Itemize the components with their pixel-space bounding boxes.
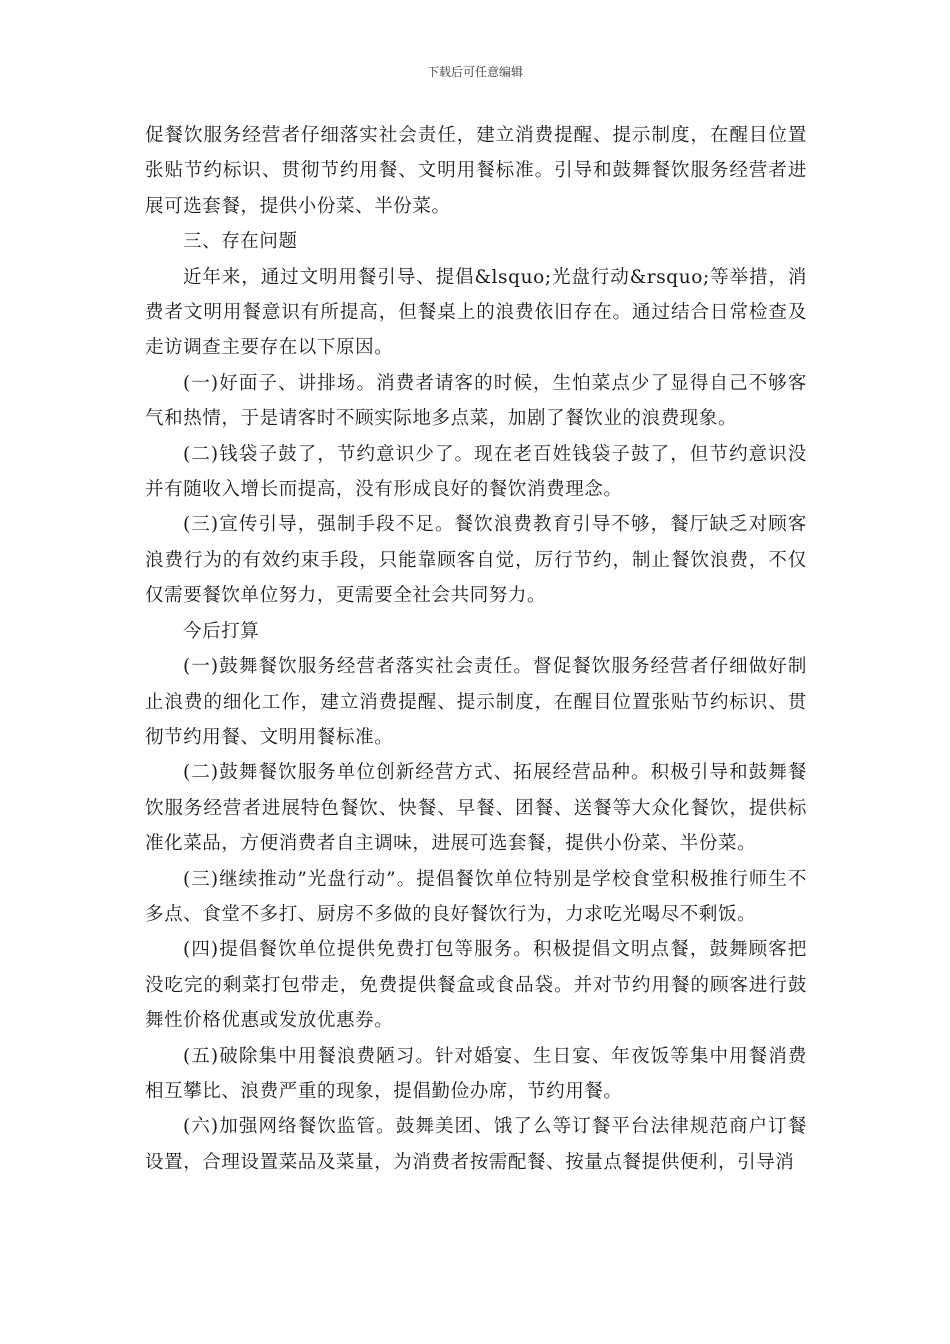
paragraph-plan-2: (二)鼓舞餐饮服务单位创新经营方式、拓展经营品种。积极引导和鼓舞餐饮服务经营者进展特色餐饮、快餐、早餐、团餐、送餐等大众化餐饮，提供标准化菜品，方便消费者自主调味，进展可选套餐，提供小份菜、半份菜。 bbox=[145, 762, 807, 855]
paragraph-intro: 近年来，通过文明用餐引导、提倡&lsquo;光盘行动&rsquo;等举措，消费者文明用餐意识有所提高，但餐桌上的浪费依旧存在。通过结合日常检查及走访调查主要存在以下原因。 bbox=[145, 266, 807, 359]
document-body bbox=[145, 118, 807, 1180]
paragraph-problem-3: (三)宣传引导，强制手段不足。餐饮浪费教育引导不够，餐厅缺乏对顾客浪费行为的有效约束手段，只能靠顾客自觉，厉行节约，制止餐饮浪费，不仅仅需要餐饮单位努力，更需要全社会共同努力。 bbox=[145, 514, 807, 607]
paragraph-continuation: 促餐饮服务经营者仔细落实社会责任，建立消费提醒、提示制度，在醒目位置张贴节约标识、贯彻节约用餐、文明用餐标准。引导和鼓舞餐饮服务经营者进展可选套餐，提供小份菜、半份菜。 bbox=[145, 125, 807, 217]
section-heading-plans: 今后打算 bbox=[183, 620, 260, 642]
page-header: 下载后可任意编辑 bbox=[426, 65, 523, 79]
paragraph-plan-6: (六)加强网络餐饮监管。鼓舞美团、饿了么等订餐平台法律规范商户订餐设置，合理设置菜品及菜量，为消费者按需配餐、按量点餐提供便利，引导消 bbox=[145, 1116, 807, 1173]
paragraph-problem-1: (一)好面子、讲排场。消费者请客的时候，生怕菜点少了显得自己不够客气和热情，于是请客时不顾实际地多点菜，加剧了餐饮业的浪费现象。 bbox=[145, 372, 807, 430]
paragraph-problem-2: (二)钱袋子鼓了，节约意识少了。现在老百姓钱袋子鼓了，但节约意识没并有随收入增长而提高，没有形成良好的餐饮消费理念。 bbox=[145, 443, 807, 501]
paragraph-plan-1: (一)鼓舞餐饮服务经营者落实社会责任。督促餐饮服务经营者仔细做好制止浪费的细化工作，建立消费提醒、提示制度，在醒目位置张贴节约标识、贯彻节约用餐、文明用餐标准。 bbox=[145, 656, 807, 748]
paragraph-plan-3: (三)继续推动”光盘行动”。提倡餐饮单位特别是学校食堂积极推行师生不多点、食堂不多打、厨房不多做的良好餐饮行为，力求吃光喝尽不剩饭。 bbox=[145, 868, 807, 925]
paragraph-plan-4: (四)提倡餐饮单位提供免费打包等服务。积极提倡文明点餐，鼓舞顾客把没吃完的剩菜打包带走，免费提供餐盒或食品袋。并对节约用餐的顾客进行鼓舞性价格优惠或发放优惠券。 bbox=[145, 939, 807, 1032]
section-heading-problems: 三、存在问题 bbox=[183, 231, 298, 253]
paragraph-plan-5: (五)破除集中用餐浪费陋习。针对婚宴、生日宴、年夜饭等集中用餐消费相互攀比、浪费严重的现象，提倡勤俭办席，节约用餐。 bbox=[145, 1045, 807, 1102]
